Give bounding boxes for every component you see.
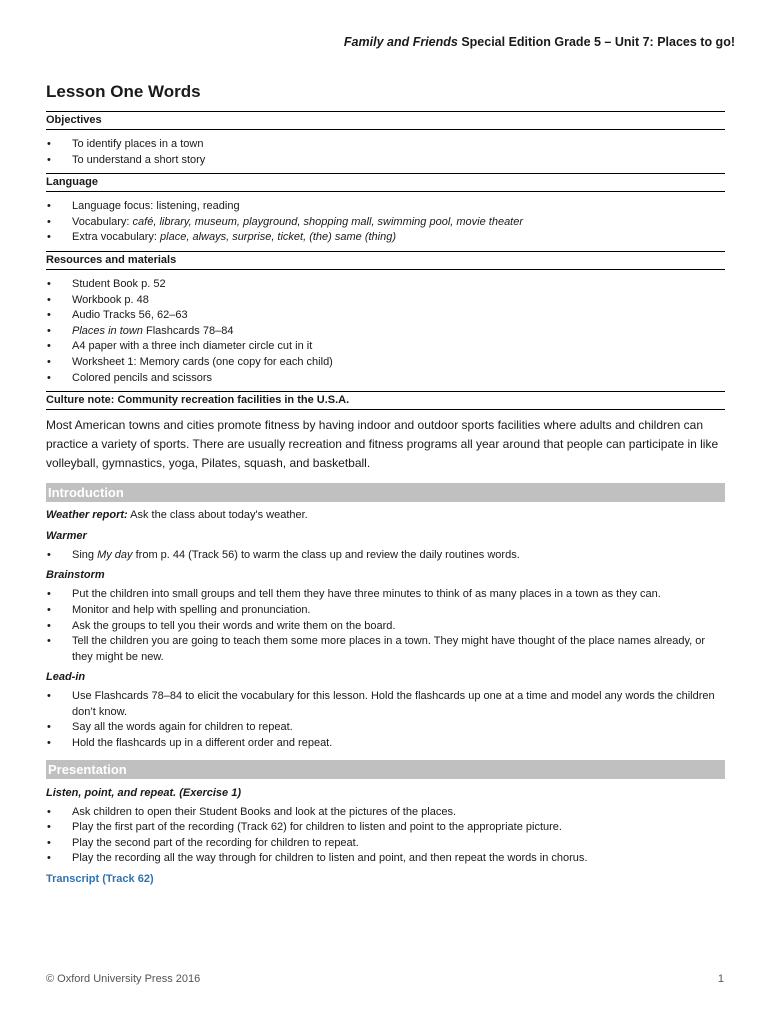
culture-note-heading: Culture note: Community recreation facilities in the U.S.A.: [46, 391, 725, 410]
list-item: • Monitor and help with spelling and pronunciation.: [46, 603, 725, 619]
list-item: • Tell the children you are going to teach them some more places in a town. They might have thought of the place names already, or they might be new.: [46, 634, 725, 665]
objectives-heading: Objectives: [46, 111, 725, 130]
presentation-bar: Presentation: [46, 760, 725, 779]
list-item: • Ask children to open their Student Books and look at the pictures of the places.: [46, 805, 725, 821]
header-series-title: Family and Friends: [343, 35, 458, 49]
presentation-list: [46, 805, 725, 867]
list-item: • A4 paper with a three inch diameter circle cut in it: [46, 339, 725, 355]
presentation-sub-heading: Listen, point, and repeat. (Exercise 1): [46, 786, 241, 799]
list-item: • Play the second part of the recording for children to repeat.: [46, 836, 725, 852]
list-item: • Language focus: listening, reading: [46, 199, 725, 215]
introduction-bar: Introduction: [46, 483, 725, 502]
warmer-text-pre: Sing: [72, 548, 98, 561]
weather-report-text: Ask the class about today's weather.: [127, 509, 308, 522]
list-item: • Say all the words again for children to repeat.: [46, 720, 725, 736]
list-item: • Use Flashcards 78–84 to elicit the vocabulary for this lesson. Hold the flashcards up one at a time and model any words the children don’t know.: [46, 689, 725, 720]
list-item: [46, 324, 725, 340]
copyright-footer: © Oxford University Press 2016: [46, 973, 201, 985]
extra-vocab-words: place, always, surprise, ticket, (the) same (thing): [160, 231, 397, 244]
warmer-text-post: from p. 44 (Track 56) to warm the class up and review the daily routines words.: [132, 548, 520, 561]
resources-heading: Resources and materials: [46, 251, 725, 270]
leadin-list: [46, 689, 725, 751]
flashcards-set-name: Places in town: [72, 324, 143, 337]
resources-list: [46, 270, 725, 391]
running-header: [344, 35, 735, 49]
list-item: • Hold the flashcards up in a different order and repeat.: [46, 736, 725, 752]
leadin-heading: Lead-in: [46, 671, 86, 684]
warmer-list: [46, 548, 725, 564]
language-heading: Language: [46, 173, 725, 192]
warmer-heading: Warmer: [46, 529, 87, 542]
list-item: • Workbook p. 48: [46, 293, 725, 309]
weather-report-label: Weather report:: [46, 509, 128, 522]
list-item: • Ask the groups to tell you their words and write them on the board.: [46, 619, 725, 635]
list-item: • Put the children into small groups and tell them they have three minutes to think of as many places in a town as they can.: [46, 587, 725, 603]
list-item: • Colored pencils and scissors: [46, 371, 725, 387]
list-item: • To identify places in a town: [46, 137, 725, 153]
flashcards-range: Flashcards 78–84: [142, 324, 234, 337]
list-item: • Play the recording all the way through for children to listen and point, and then repeat the words in chorus.: [46, 851, 725, 867]
vocab-words: café, library, museum, playground, shopping mall, swimming pool, movie theater: [132, 215, 524, 228]
list-item: [46, 548, 725, 564]
song-title: My day: [97, 548, 133, 561]
list-item: [46, 230, 725, 246]
objectives-list: [46, 130, 725, 173]
vocab-label: Vocabulary:: [72, 215, 133, 228]
list-item: [46, 215, 725, 231]
weather-report: [46, 508, 725, 524]
page-number: 1: [717, 973, 724, 985]
lesson-title: Lesson One Words: [46, 82, 201, 101]
culture-note-text: Most American towns and cities promote fitness by having indoor and outdoor sports facilities where adults and children can practice a variety of sports. There are usually recreation and fitness programs all year around that people can participate in like volleyball, gymnastics, yoga, Pilates, squash, and basketball.: [46, 418, 719, 471]
lesson-content: [46, 111, 725, 885]
extra-vocab-label: Extra vocabulary:: [72, 231, 161, 244]
brainstorm-heading: Brainstorm: [46, 569, 105, 582]
transcript-link[interactable]: Transcript (Track 62): [46, 873, 154, 886]
header-unit-title: Special Edition Grade 5 – Unit 7: Places to go!: [457, 35, 735, 49]
list-item: • Play the first part of the recording (Track 62) for children to listen and point to the appropriate picture.: [46, 820, 725, 836]
list-item: • Audio Tracks 56, 62–63: [46, 308, 725, 324]
list-item: • Worksheet 1: Memory cards (one copy for each child): [46, 355, 725, 371]
language-list: [46, 192, 725, 251]
list-item: • To understand a short story: [46, 153, 725, 169]
list-item: • Student Book p. 52: [46, 277, 725, 293]
brainstorm-list: [46, 587, 725, 665]
